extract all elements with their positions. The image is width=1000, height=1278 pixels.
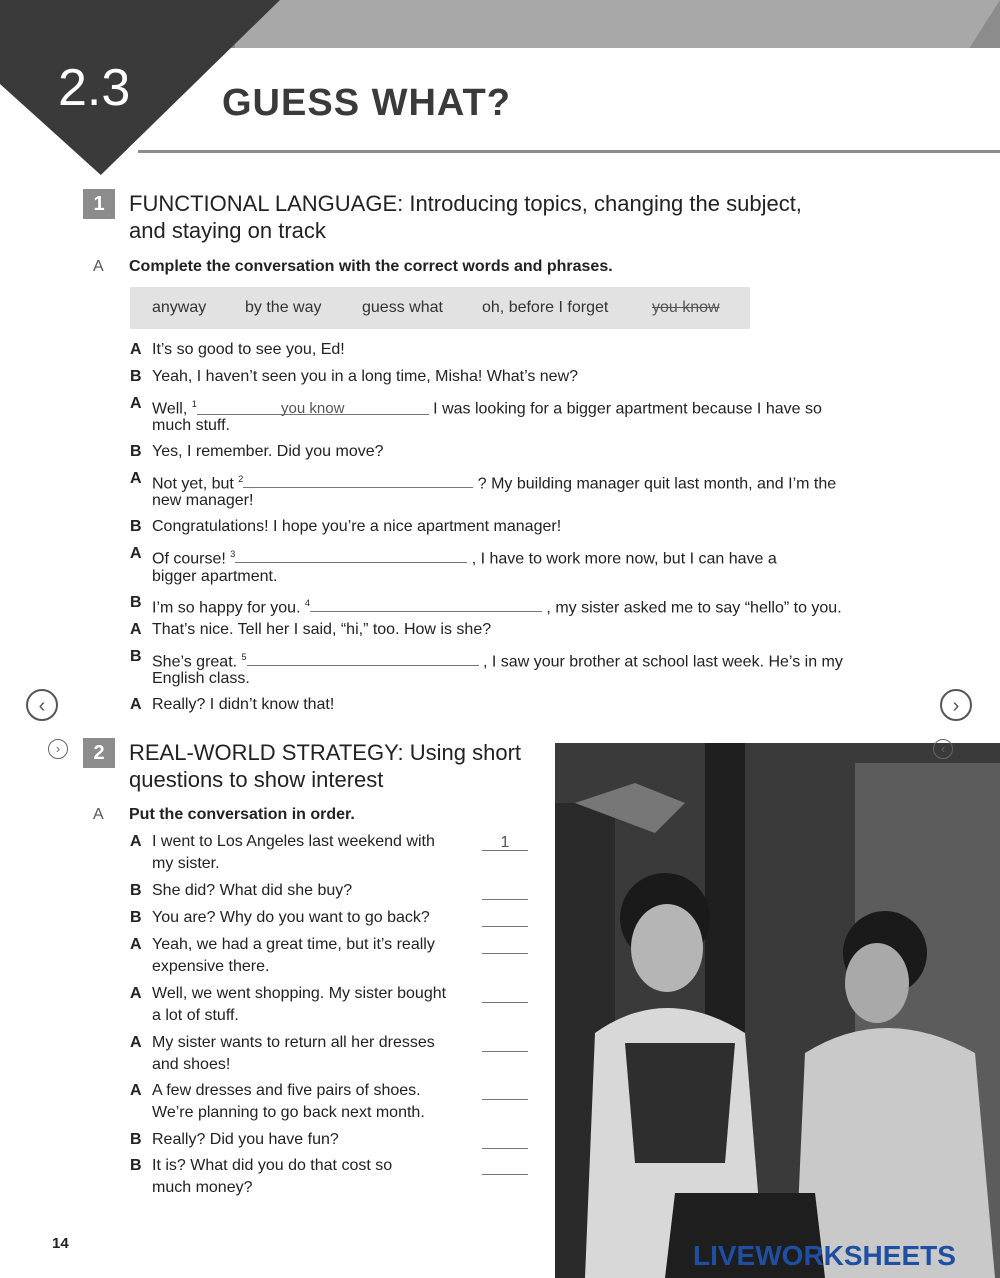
- photo-illustration: [555, 743, 1000, 1278]
- line-text: , I have to work more now, but I can have a: [467, 550, 777, 568]
- order-blank-9[interactable]: [482, 1158, 528, 1175]
- conversation-line: [152, 592, 842, 619]
- speaker: B: [130, 909, 142, 926]
- conversation-line: Yes, I remember. Did you move?: [152, 443, 384, 460]
- blank-number: 4: [304, 598, 310, 608]
- conversation-line-cont: much stuff.: [152, 417, 230, 434]
- order-blank-5[interactable]: [482, 986, 528, 1003]
- order-item-line: and shoes!: [152, 1056, 231, 1073]
- order-item-line: She did? What did she buy?: [152, 882, 353, 899]
- section-1-title-line1: FUNCTIONAL LANGUAGE: Introducing topics, changing the subject,: [129, 191, 802, 216]
- conversation-line: [152, 393, 822, 420]
- section-2-instruction: Put the conversation in order.: [129, 806, 355, 823]
- order-blank-3[interactable]: [482, 910, 528, 927]
- next-page-button[interactable]: ›: [940, 689, 972, 721]
- conversation-line: [152, 468, 836, 495]
- section-2-title-line2: questions to show interest: [129, 767, 384, 792]
- answer-blank-3[interactable]: [235, 546, 467, 563]
- order-item-line: Yeah, we had a great time, but it’s really: [152, 936, 435, 953]
- conversation-line: It’s so good to see you, Ed!: [152, 341, 345, 358]
- answer-blank-2[interactable]: [243, 471, 473, 488]
- line-text: Not yet, but: [152, 475, 239, 493]
- conversation-line: Yeah, I haven’t seen you in a long time, Misha! What’s new?: [152, 368, 579, 385]
- speaker: A: [130, 395, 142, 412]
- section-1-part-letter: A: [93, 258, 104, 275]
- top-band-light: [235, 0, 1000, 48]
- section-2-part-letter: A: [93, 806, 104, 823]
- order-item-line: much money?: [152, 1179, 253, 1196]
- conversation-line: That’s nice. Tell her I said, “hi,” too. How is she?: [152, 621, 492, 638]
- conversation-line-cont: new manager!: [152, 492, 254, 509]
- order-blank-1[interactable]: 1: [482, 834, 528, 851]
- speaker: A: [130, 545, 142, 562]
- line-text: , I saw your brother at school last week. He’s in my: [478, 653, 843, 671]
- line-text: Well,: [152, 400, 192, 418]
- speaker: B: [130, 1131, 142, 1148]
- speaker: B: [130, 648, 142, 665]
- speaker: A: [130, 470, 142, 487]
- speaker: A: [130, 1034, 142, 1051]
- order-item-line: Really? Did you have fun?: [152, 1131, 339, 1148]
- speaker: B: [130, 1157, 142, 1174]
- section-2-title-line1: REAL-WORLD STRATEGY: Using short: [129, 740, 522, 765]
- liveworksheets-logo: LIVEWORKSHEETS: [693, 1240, 956, 1271]
- answer-blank-1[interactable]: [197, 398, 429, 418]
- order-item-line: You are? Why do you want to go back?: [152, 909, 430, 926]
- section-next-icon[interactable]: ›: [48, 739, 68, 759]
- order-item-line: My sister wants to return all her dresses: [152, 1034, 435, 1051]
- speaker: A: [130, 696, 142, 713]
- section-1-number: 1: [83, 189, 115, 219]
- line-text: I was looking for a bigger apartment because I have so: [428, 400, 822, 418]
- blank-number: 2: [238, 474, 244, 484]
- word-anyway: anyway: [152, 299, 207, 316]
- speaker: B: [130, 594, 142, 611]
- conversation-line: Really? I didn’t know that!: [152, 696, 335, 713]
- section-1-title-line2: and staying on track: [129, 218, 326, 243]
- order-item-line: We’re planning to go back next month.: [152, 1104, 425, 1121]
- speaker: B: [130, 368, 142, 385]
- conversation-line: [152, 646, 843, 673]
- section-2-number: 2: [83, 738, 115, 768]
- order-item-line: a lot of stuff.: [152, 1007, 239, 1024]
- speaker: A: [130, 833, 142, 850]
- word-before-i-forget: oh, before I forget: [482, 299, 609, 316]
- speaker: B: [130, 443, 142, 460]
- order-blank-8[interactable]: [482, 1132, 528, 1149]
- order-item-line: A few dresses and five pairs of shoes.: [152, 1082, 421, 1099]
- line-text: She’s great.: [152, 653, 242, 671]
- answer-blank-4[interactable]: [310, 595, 542, 612]
- speaker: A: [130, 985, 142, 1002]
- order-item-line: It is? What did you do that cost so: [152, 1157, 393, 1174]
- section-1-instruction: Complete the conversation with the correct words and phrases.: [129, 258, 613, 275]
- prev-page-button[interactable]: ‹: [26, 689, 58, 721]
- speaker: B: [130, 518, 142, 535]
- title-rule: [138, 150, 1000, 153]
- order-blank-2[interactable]: [482, 883, 528, 900]
- line-text: Of course!: [152, 550, 231, 568]
- line-text: ? My building manager quit last month, and I’m the: [473, 475, 837, 493]
- order-item-line: I went to Los Angeles last weekend with: [152, 833, 435, 850]
- page-number: 14: [52, 1235, 69, 1252]
- order-item-line: my sister.: [152, 855, 220, 872]
- order-blank-4[interactable]: [482, 937, 528, 954]
- speaker: A: [130, 621, 142, 638]
- speaker: A: [130, 1082, 142, 1099]
- speaker: A: [130, 936, 142, 953]
- answer-blank-5[interactable]: [247, 649, 479, 666]
- shopping-photo: [555, 743, 1000, 1278]
- blank-number: 5: [241, 652, 247, 662]
- conversation-line-cont: English class.: [152, 670, 250, 687]
- section-prev-icon[interactable]: ‹: [933, 739, 953, 759]
- blank-number: 3: [230, 549, 236, 559]
- blank-number: 1: [191, 399, 197, 409]
- word-guess-what: guess what: [362, 299, 443, 316]
- unit-number: 2.3: [58, 59, 131, 117]
- speaker: A: [130, 341, 142, 358]
- answer-text: you know: [281, 400, 345, 418]
- conversation-line-cont: bigger apartment.: [152, 568, 278, 585]
- word-by-the-way: by the way: [245, 299, 322, 316]
- order-item-line: expensive there.: [152, 958, 270, 975]
- line-text: , my sister asked me to say “hello” to you.: [541, 599, 842, 617]
- order-blank-6[interactable]: [482, 1035, 528, 1052]
- conversation-line: Congratulations! I hope you’re a nice apartment manager!: [152, 518, 562, 535]
- speaker: B: [130, 882, 142, 899]
- page-title: GUESS WHAT?: [222, 82, 511, 124]
- word-you-know: you know: [652, 299, 720, 316]
- order-item-line: Well, we went shopping. My sister bought: [152, 985, 447, 1002]
- line-text: I’m so happy for you.: [152, 599, 305, 617]
- order-blank-7[interactable]: [482, 1083, 528, 1100]
